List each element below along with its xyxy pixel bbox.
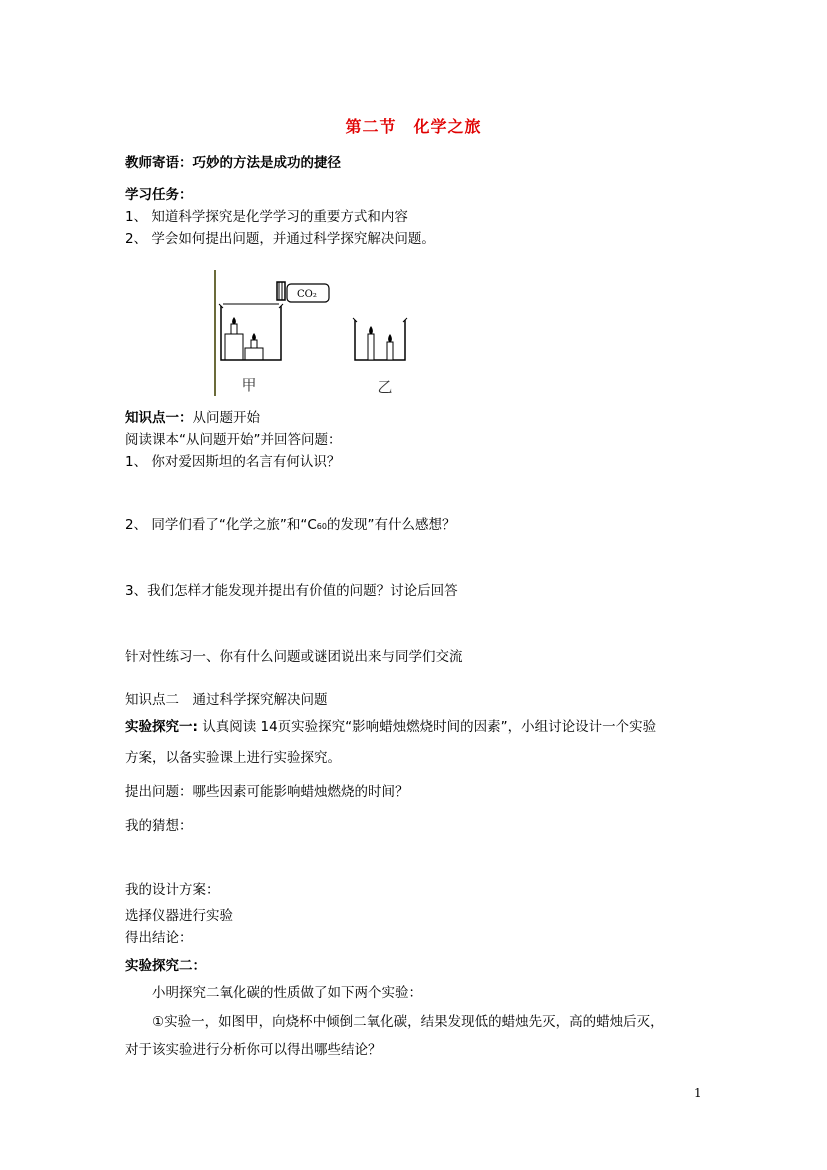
knowledge1-intro: 阅读课本“从问题开始”并回答问题： xyxy=(125,432,342,448)
knowledge2-heading: 知识点二 通过科学探究解决问题 xyxy=(125,692,328,708)
select-instruments: 选择仪器进行实验 xyxy=(125,908,233,924)
caption-yi: 乙 xyxy=(377,378,393,396)
my-guess: 我的猜想： xyxy=(125,818,193,834)
page-title: 第二节 化学之旅 xyxy=(345,117,482,136)
knowledge1-heading-rest: 从问题开始 xyxy=(192,410,260,426)
task-item: 1、 知道科学探究是化学学习的重要方式和内容 xyxy=(125,209,408,225)
task-item: 2、 学会如何提出问题，并通过科学探究解决问题。 xyxy=(125,231,435,247)
conclusion: 得出结论： xyxy=(125,930,193,946)
experiment1-label: 实验探究一: xyxy=(125,719,198,735)
candle-low xyxy=(251,340,257,348)
question-2 xyxy=(125,516,455,536)
teacher-motto: 教师寄语：巧妙的方法是成功的捷径 xyxy=(125,155,341,171)
question-2-start: 2、 同学们看了“化学之旅”和“C xyxy=(125,517,317,533)
experiment1-text: 认真阅读 14页实验探究“影响蜡烛燃烧时间的因素”，小组讨论设计一个实验 xyxy=(197,719,657,735)
gas-bottle-neck xyxy=(277,282,285,300)
page-number: 1 xyxy=(694,1086,702,1100)
candle-high xyxy=(231,324,237,334)
experiment2-heading: 实验探究二： xyxy=(125,958,206,974)
knowledge1-heading-bold: 知识点一： xyxy=(125,410,193,426)
question-2-end: 的发现”有什么感想？ xyxy=(326,517,456,533)
experiment1-line2: 方案，以备实验课上进行实验探究。 xyxy=(125,750,341,766)
tasks-heading: 学习任务： xyxy=(125,187,193,203)
experiment2-item1-line2: 对于该实验进行分析你可以得出哪些结论？ xyxy=(125,1042,382,1058)
question-2-subscript: 60 xyxy=(316,522,327,531)
question-3: 3、我们怎样才能发现并提出有价值的问题？讨论后回答 xyxy=(125,583,458,599)
question-1: 1、 你对爱因斯坦的名言有何认识？ xyxy=(125,454,341,470)
my-design: 我的设计方案： xyxy=(125,882,220,898)
beaker-yi xyxy=(355,320,405,360)
caption-jia: 甲 xyxy=(241,376,257,394)
experiment1-line1 xyxy=(125,718,656,736)
experiment-figure xyxy=(205,268,415,398)
bottle-label: CO₂ xyxy=(297,289,317,300)
experiment2-item1-line1: ①实验一，如图甲，向烧杯中倾倒二氧化碳，结果发现低的蜡烛先灭，高的蜡烛后灭， xyxy=(152,1014,664,1030)
beaker-jia xyxy=(221,306,281,360)
propose-question: 提出问题：哪些因素可能影响蜡烛燃烧的时间？ xyxy=(125,784,409,800)
experiment2-intro: 小明探究二氧化碳的性质做了如下两个实验： xyxy=(152,985,422,1001)
candle-yi-left xyxy=(368,334,374,360)
knowledge1-heading xyxy=(125,409,260,427)
practice-1: 针对性练习一、你有什么问题或谜团说出来与同学们交流 xyxy=(125,649,463,665)
candle-yi-right xyxy=(387,342,393,360)
